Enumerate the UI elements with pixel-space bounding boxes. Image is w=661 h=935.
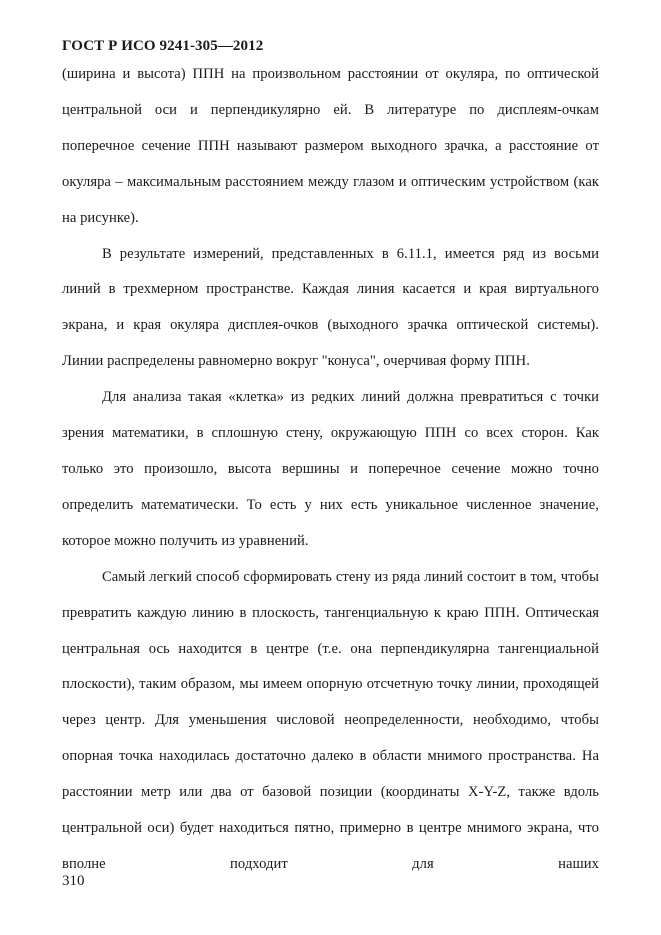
paragraph-4: Самый легкий способ сформировать стену из ряда линий состоит в том, чтобы превратить каждую линию в плоскость, тангенциальную к краю ППН. Оптическая центральная ось находится в центре (т.е. она перпендикулярна тангенциальной плоскости), таким образом, мы имеем опорную отсчетную точку линии, проходящей через центр. Для уменьшения числовой неопределенности, необходимо, чтобы опорная точка находилась достаточно далеко в области мнимого пространства. На расстоянии метр или два от базовой позиции (координаты X-Y-Z, также вдоль центральной оси) будет находиться пятно, примерно в центре мнимого экрана, что вполне подходит для наших: [62, 568, 599, 872]
page-number: 310: [62, 873, 85, 889]
paragraph-3: Для анализа такая «клетка» из редких линий должна превратиться с точки зрения математики, в сплошную стену, окружающую ППН со всех сторон. Как только это произошло, высота вершины и поперечное сечение можно точно определить математически. То есть у них есть уникальное численное значение, которое можно получить из уравнений.: [62, 389, 599, 549]
body-text: [62, 57, 599, 883]
paragraph-1-continuation: (ширина и высота) ППН на произвольном расстоянии от окуляра, по оптической центральной оси и перпендикулярно ей. В литературе по дисплеям-очкам поперечное сечение ППН называют размером выходного зрачка, а расстояние от окуляра – максимальным расстоянием между глазом и оптическим устройством (как на рисунке).: [62, 66, 599, 226]
standard-header: ГОСТ Р ИСО 9241-305—2012: [62, 38, 264, 54]
paragraph-2: В результате измерений, представленных в 6.11.1, имеется ряд из восьми линий в трехмерном пространстве. Каждая линия касается и края виртуального экрана, и края окуляра дисплея-очков (выходного зрачка оптической системы). Линии распределены равномерно вокруг "конуса", очерчивая форму ППН.: [62, 245, 599, 370]
